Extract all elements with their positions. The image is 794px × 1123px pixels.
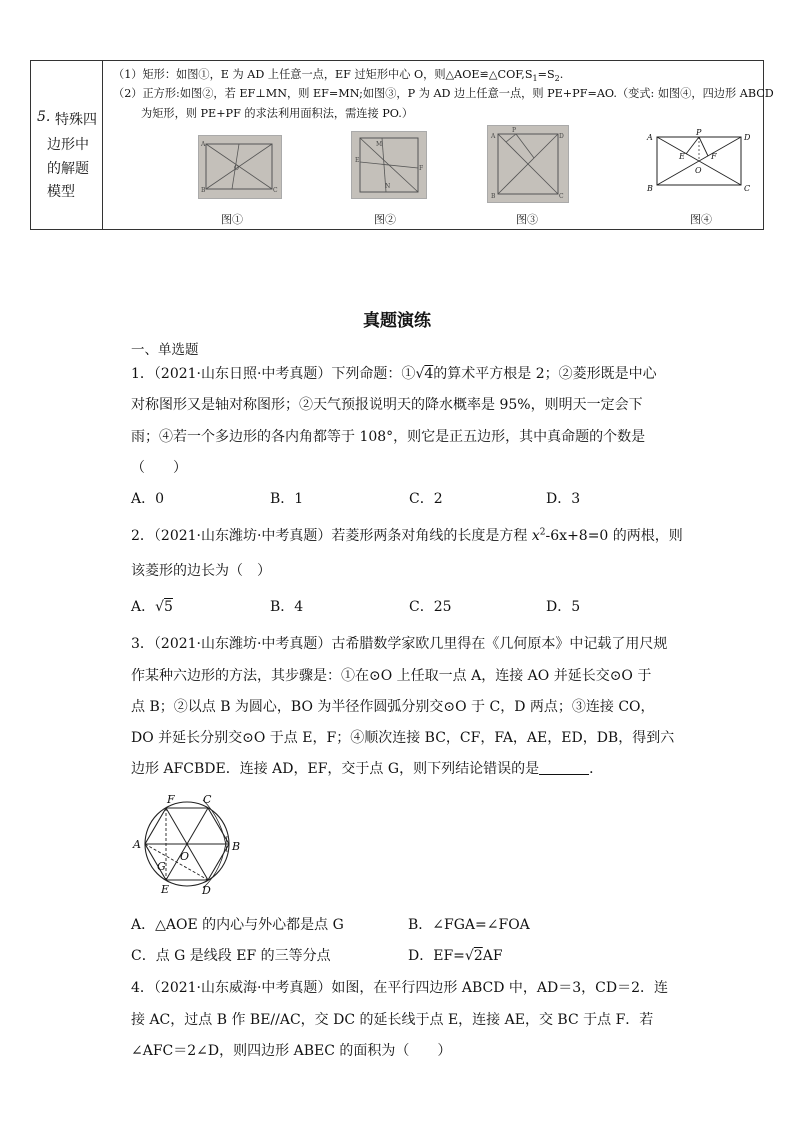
q3-hexagon-diagram — [131, 790, 251, 900]
row-content-cell — [103, 61, 774, 229]
svg-text:C: C — [203, 793, 212, 806]
svg-text:M: M — [376, 141, 383, 148]
q2-option-c: C．25 — [409, 599, 452, 615]
figure-3-image — [487, 125, 569, 203]
svg-text:P: P — [696, 128, 702, 137]
q2-line1: 2．（2021·山东潍坊·中考真题）若菱形两条对角线的长度是方程 $x^2-6x+8=0$ 的两根，则 — [131, 527, 683, 544]
q2-option-b: B．4 — [270, 599, 304, 615]
q1-line2: 对称图形又是轴对称图形；②天气预报说明天的降水概率是 95%，则明天一定会下 — [131, 397, 643, 413]
svg-text:C: C — [559, 193, 564, 200]
svg-text:C: C — [744, 184, 751, 193]
q1-option-c: C．2 — [409, 491, 443, 507]
figure-3-caption: 图③ — [516, 213, 538, 226]
content-line-1: （1）矩形：如图①，E 为 AD 上任意一点，EF 过矩形中心 O，则$\triangle AOE≌\triangle COF,S_1=S_2$. — [113, 68, 564, 84]
q3-line2: 作某种六边形的方法，其步骤是：①在⊙O 上任取一点 A，连接 AO 并延长交⊙O 于 — [131, 668, 652, 684]
figure-4-diagram — [641, 127, 761, 199]
model-table — [30, 60, 774, 230]
svg-text:E: E — [355, 157, 360, 164]
sqrt-symbol: √ — [415, 366, 425, 382]
svg-text:A: A — [491, 133, 496, 140]
svg-text:B: B — [491, 193, 496, 200]
q3-line4: DO 并延长分别交⊙O 于点 E，F；④顺次连接 BC，CF，FA，AE，ED，DB，得到六 — [131, 730, 675, 746]
svg-text:E: E — [161, 883, 170, 896]
q2-line2: 该菱形的边长为（ ） — [131, 563, 271, 579]
subheading: 一、单选题 — [131, 342, 199, 358]
svg-text:N: N — [385, 183, 391, 190]
q3-line3: 点 B；②以点 B 为圆心，BO 为半径作圆弧分别交⊙O 于 C，D 两点；③连接 CO， — [131, 699, 655, 715]
q1-line1: 1．（2021·山东日照·中考真题）下列命题：①√4的算术平方根是 2；②菱形既是中心 — [131, 366, 657, 382]
q1-option-d: D．3 — [546, 491, 581, 507]
figure-1-caption: 图① — [221, 213, 243, 226]
svg-text:A: A — [133, 838, 141, 851]
svg-text:D: D — [559, 133, 564, 140]
svg-text:B: B — [647, 184, 653, 193]
q3-option-a: A．△AOE 的内心与外心都是点 G — [131, 917, 344, 933]
q1-option-b: B．1 — [270, 491, 304, 507]
q4-line3: ∠AFC＝2∠D，则四边形 ABEC 的面积为（ ） — [131, 1043, 452, 1059]
row-number: 5. — [37, 109, 51, 125]
svg-text:C: C — [273, 187, 278, 194]
svg-text:B: B — [232, 840, 241, 853]
svg-text:O: O — [180, 850, 190, 863]
row-label-line1: 特殊四 — [55, 112, 97, 128]
answer-blank — [539, 760, 589, 775]
svg-text:F: F — [419, 165, 424, 172]
q1-line4: （ ） — [131, 460, 187, 476]
q3-option-d: D．EF=√2AF — [408, 948, 503, 964]
svg-text:F: F — [167, 793, 175, 806]
svg-text:O: O — [695, 166, 702, 175]
figure-4-caption: 图④ — [690, 213, 712, 226]
svg-text:F: F — [711, 152, 717, 161]
row-label-cell — [31, 61, 103, 229]
figure-1-image — [198, 135, 282, 199]
q3-line5: 边形 AFCBDE．连接 AD，EF，交于点 G，则下列结论错误的是 ． — [131, 761, 604, 777]
row-label-line4: 模型 — [47, 184, 75, 200]
q3-option-b: B．∠FGA=∠FOA — [408, 917, 530, 933]
figure-2-caption: 图② — [374, 213, 396, 226]
q2-option-d: D．5 — [546, 599, 581, 615]
q3-option-c: C．点 G 是线段 EF 的三等分点 — [131, 948, 331, 964]
svg-text:A: A — [201, 141, 206, 148]
q1-option-a: A．0 — [131, 491, 165, 507]
svg-text:O: O — [234, 165, 239, 172]
svg-text:D: D — [744, 133, 751, 142]
svg-text:A: A — [647, 133, 653, 142]
q1-line3: 雨；④若一个多边形的各内角都等于 108°，则它是正五边形，其中真命题的个数是 — [131, 429, 646, 445]
svg-text:E: E — [679, 152, 685, 161]
svg-text:B: B — [201, 187, 206, 194]
content-line-2: （2）正方形:如图②，若 EF⊥MN，则 EF=MN;如图③，P 为 AD 边上任意一点，则 PE+PF=AO.（变式: 如图④，四边形 ABCD — [113, 87, 774, 100]
section-title: 真题演练 — [363, 311, 431, 331]
q2-option-a: A．√5 — [131, 599, 173, 615]
q4-line1: 4．（2021·山东威海·中考真题）如图，在平行四边形 ABCD 中，AD＝3，CD＝2．连 — [131, 980, 669, 996]
content-line-3: 为矩形，则 PE+PF 的求法利用面积法，需连接 PO.） — [141, 107, 414, 120]
row-label-line2: 边形中 — [47, 137, 89, 153]
svg-text:G: G — [157, 860, 166, 873]
q4-line2: 接 AC，过点 B 作 BE//AC，交 DC 的延长线于点 E，连接 AE，交 BC 于点 F．若 — [131, 1012, 654, 1028]
figure-2-image — [351, 131, 427, 199]
row-label-line3: 的解题 — [47, 161, 89, 177]
svg-text:D: D — [202, 884, 211, 897]
svg-text:P: P — [512, 127, 517, 134]
q3-line1: 3．（2021·山东潍坊·中考真题）古希腊数学家欧几里得在《几何原本》中记载了用尺规 — [131, 636, 668, 652]
